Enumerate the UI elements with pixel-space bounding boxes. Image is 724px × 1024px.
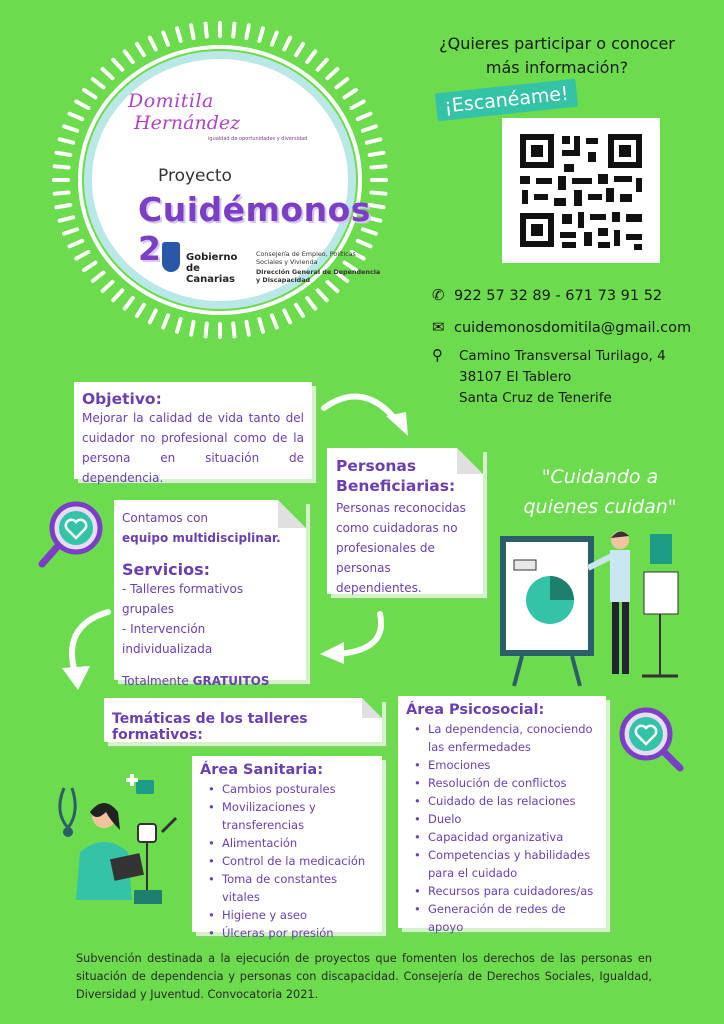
sanitaria-title-row: Área Sanitaria:	[200, 762, 323, 778]
list-item: • Capacidad organizativa	[414, 828, 598, 846]
sunburst-ray	[336, 79, 347, 87]
curved-arrow-down-left-icon	[316, 606, 396, 666]
sunburst-ray	[93, 79, 104, 87]
objetivo-card	[74, 382, 312, 485]
page-fold	[278, 500, 306, 528]
sunburst-ray	[191, 322, 193, 335]
page-fold	[457, 448, 483, 474]
sunburst-ray	[64, 229, 77, 233]
sunburst-ray	[113, 290, 122, 300]
sunburst-ray	[233, 24, 234, 37]
objetivo-title-row: Objetivo:	[82, 390, 162, 408]
gobierno-label: Gobierno de Canarias	[186, 252, 238, 285]
list-item: • Cuidado de las relaciones	[414, 792, 598, 810]
sunburst-ray	[137, 44, 144, 55]
list-item: • Control de la medicación	[208, 852, 374, 870]
phone-icon: ✆	[432, 286, 445, 304]
list-item: • Toma de constantes vitales	[208, 870, 374, 906]
beneficiarias-title	[336, 456, 474, 496]
sunburst-ray	[307, 51, 315, 62]
sunburst-ray	[137, 305, 144, 316]
sunburst-ray	[191, 25, 193, 38]
sunburst-ray	[84, 263, 95, 270]
address-line1: Camino Transversal Turilago, 4	[459, 348, 666, 364]
sunburst-ray	[84, 90, 95, 97]
psicosocial-title: Área Psicosocial	[406, 702, 539, 718]
list-item: • Generación de redes de apoyo	[414, 900, 598, 936]
list-item: • Movilizaciones y transferencias	[208, 798, 374, 834]
sunburst-ray	[367, 139, 381, 142]
sunburst-ray	[296, 305, 303, 316]
sunburst-ray	[272, 315, 277, 327]
sunburst-ray	[150, 311, 156, 323]
sunburst-ray	[206, 24, 207, 37]
servicios-card	[114, 500, 306, 688]
page-fold	[362, 698, 382, 718]
sunburst-ray	[284, 38, 290, 50]
objetivo-title: Objetivo	[82, 390, 156, 408]
sunburst-ray	[370, 153, 384, 155]
servicios-item-2: - Intervención individualizada	[122, 622, 213, 656]
tematicas-title-row: Temáticas de los talleres formativos:	[112, 711, 308, 743]
sunburst-ray	[55, 193, 69, 194]
psicosocial-list	[414, 720, 598, 936]
sunburst-ray	[93, 273, 104, 281]
sunburst-ray	[113, 60, 122, 70]
sunburst-ray	[70, 241, 83, 246]
heart-magnifier-icon-2	[616, 704, 688, 776]
logo-hernandez: Hernández	[134, 112, 241, 134]
servicios-title-row: Servicios:	[122, 560, 211, 579]
email-row	[432, 318, 691, 336]
heart-magnifier-icon	[36, 498, 106, 574]
sunburst-ray	[177, 319, 181, 332]
list-item: • Úlceras por presión	[208, 924, 374, 942]
sunburst-ray	[163, 315, 168, 327]
nurse-illustration	[50, 772, 190, 922]
sunburst-ray	[163, 32, 168, 44]
phone-row	[432, 286, 662, 304]
sunburst-ray	[352, 102, 364, 109]
qr-code-icon	[502, 118, 660, 263]
sunburst-ray	[125, 298, 133, 309]
footer-text: Subvención destinada a la ejecución de proyectos que fomenten los derechos de las personas en situación de dependencia y personas con discapacidad. Consejería de Derechos Sociales, Igualdad, Diversidad y Juventud. Convocatoria 2021.	[76, 952, 652, 1001]
sunburst-ray	[307, 298, 315, 309]
sanitaria-title: Área Sanitaria	[200, 762, 318, 778]
address-block	[459, 346, 666, 409]
list-item: • Cambios posturales	[208, 780, 374, 798]
sunburst-ray	[76, 102, 88, 109]
address-line2: 38107 El Tablero	[459, 369, 572, 385]
sunburst-ray	[76, 252, 88, 259]
free-prefix: Totalmente	[122, 674, 189, 688]
sunburst-ray	[296, 44, 303, 55]
sunburst-ray	[272, 32, 277, 44]
list-item: • Competencias y habilidades para el cuidado	[414, 846, 598, 882]
list-item: • La dependencia, conociendo las enfermedades	[414, 720, 598, 756]
servicios-intro: Contamos con	[122, 511, 209, 525]
sunburst-ray	[318, 290, 327, 300]
qr-code[interactable]	[502, 118, 660, 263]
sunburst-ray	[64, 126, 77, 130]
envelope-icon: ✉	[432, 318, 445, 336]
objetivo-text: Mejorar la calidad de vida tanto del cuidador no profesional como de la persona en situación de dependencia.	[82, 411, 304, 485]
sunburst-ray	[103, 69, 113, 78]
phone-number[interactable]: 922 57 32 89 - 671 73 91 52	[454, 288, 663, 304]
sunburst-ray	[177, 28, 181, 41]
beneficiarias-text: Personas reconocidas como cuidadoras no profesionales de personas dependientes.	[336, 501, 466, 595]
gobierno-shield-icon	[162, 242, 180, 272]
logo-domitila: Domitila	[128, 90, 214, 112]
consejeria-label: Consejería de Empleo, Políticas Sociales y Vivienda	[256, 250, 356, 266]
beneficiarias-card	[327, 448, 483, 594]
sunburst-ray	[284, 311, 290, 323]
beneficiarias-title-line2: Beneficiarias:	[336, 477, 456, 495]
list-item: • Higiene y aseo	[208, 906, 374, 924]
curved-arrow-right-icon	[318, 386, 418, 446]
sunburst-ray	[358, 114, 371, 119]
sunburst-ray	[150, 38, 156, 50]
servicios-free	[122, 671, 298, 691]
sunburst-ray	[345, 90, 356, 97]
sunburst-ray	[206, 323, 207, 336]
beneficiarias-title-line1: Personas	[336, 457, 417, 475]
list-item: • Emociones	[414, 756, 598, 774]
project-title: Cuidémonos 2	[138, 190, 371, 268]
quote-text: "Cuidando a quienes cuidan"	[523, 466, 677, 518]
list-item: • Duelo	[414, 810, 598, 828]
sunburst-ray	[371, 166, 385, 167]
consejeria-block	[256, 250, 384, 284]
direccion-label: Dirección General de Dependencia y Discapacidad	[256, 268, 381, 284]
list-item: • Recursos para cuidadores/as	[414, 882, 598, 900]
psicosocial-title-row: Área Psicosocial:	[406, 702, 545, 718]
sunburst-ray	[246, 322, 248, 335]
sunburst-ray	[57, 205, 71, 207]
sanitaria-card	[192, 756, 382, 940]
sunburst-ray	[125, 51, 133, 62]
free-bold: GRATUITOS	[192, 674, 270, 688]
sunburst-ray	[70, 114, 83, 119]
email-address[interactable]: cuidemonosdomitila@gmail.com	[454, 320, 692, 336]
sunburst-ray	[60, 139, 74, 142]
list-item: • Resolución de conflictos	[414, 774, 598, 792]
sunburst-ray	[103, 282, 113, 291]
sunburst-ray	[259, 319, 263, 332]
psicosocial-card	[398, 696, 606, 934]
location-pin-icon: ⚲	[432, 346, 443, 364]
sunburst-ray	[57, 153, 71, 155]
scan-label: ¡Escanéame!	[435, 79, 578, 122]
sunburst-ray	[363, 126, 376, 130]
tematicas-card	[104, 698, 382, 742]
sunburst-ray	[60, 217, 74, 220]
list-item: • Alimentación	[208, 834, 374, 852]
address-line3: Santa Cruz de Tenerife	[459, 390, 612, 406]
sunburst-ray	[233, 323, 234, 336]
logo-tagline: igualdad de oportunidades y diversidad	[208, 136, 308, 142]
servicios-item-1: - Talleres formativos grupales	[122, 582, 244, 616]
proyecto-label: Proyecto	[158, 166, 232, 186]
servicios-title: Servicios	[122, 560, 204, 579]
sanitaria-list	[208, 780, 374, 942]
project-badge	[50, 20, 390, 340]
tematicas-title: Temáticas de los talleres formativos	[112, 711, 308, 743]
sunburst-ray	[259, 28, 263, 41]
presenter-illustration	[492, 526, 692, 694]
sunburst-ray	[327, 69, 337, 78]
question-heading: ¿Quieres participar o conocer más información?	[439, 34, 675, 77]
sunburst-ray	[318, 60, 327, 70]
sunburst-ray	[55, 166, 69, 167]
servicios-intro-bold: equipo multidisciplinar.	[122, 531, 281, 545]
sunburst-ray	[246, 25, 248, 38]
